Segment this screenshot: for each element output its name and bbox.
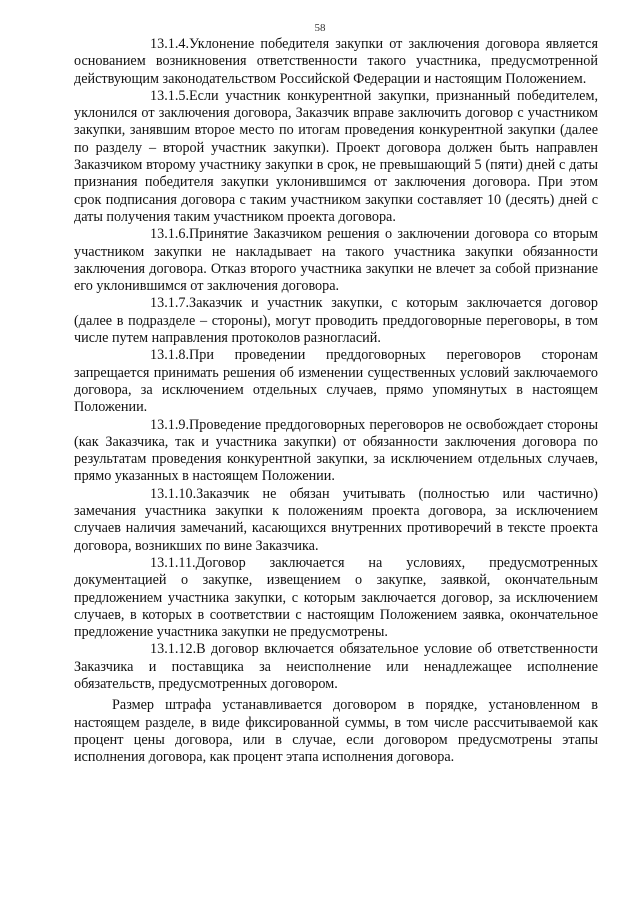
clause-number: 13.1.11. [150, 554, 196, 571]
clause-13-1-6 [74, 226, 598, 295]
clause-text: Заказчик не обязан учитывать (полностью или частично) замечания участника закупки к положениям проекта договора, за исключением случаев наличия замечаний, касающихся внутренних противоречий в тексте проекта договора, возникших по вине Заказчика. [74, 485, 598, 554]
clause-number: 13.1.4. [150, 36, 190, 52]
clause-number: 13.1.7. [150, 295, 190, 312]
clause-text: Заказчик и участник закупки, с которым заключается договор (далее в подразделе – стороны), могут проводить преддоговорные переговоры, в том числе путем направления протоколов разногласий. [74, 295, 598, 347]
clause-text: Уклонение победителя закупки от заключения договора является основанием возникновения ответственности такого участника, предусмотренной действующим законодательством Российской Федерации и настоящим Положением. [74, 36, 598, 87]
clause-text: Принятие Заказчиком решения о заключении договора со вторым участником закупки не накладывает на такого участника закупки обязанности заключения договора. Отказ второго участника закупки не влечет за собой признание его уклонившимся от заключения договора. [74, 226, 598, 295]
clause-number: 13.1.5. [150, 87, 190, 104]
clause-13-1-8 [74, 347, 598, 416]
clause-13-1-5 [74, 88, 598, 226]
clause-13-1-10 [74, 486, 598, 555]
clause-number: 13.1.6. [150, 226, 190, 243]
clause-text: Если участник конкурентной закупки, признанный победителем, уклонился от заключения договора, Заказчик вправе заключить договор с участником закупки, занявшим второе место по итогам проведения конкурентной закупки (далее по разделу – второй участник закупки). Проект договора должен быть направлен Заказчиком второму участнику закупки в срок, не превышающий 5 (пяти) дней с даты признания победителя закупки уклонившимся от заключения договора. При этом срок подписания договора с таким участником закупки составляет 10 (десять) дней с даты получения таким участником проекта договора. [74, 87, 598, 225]
document-body [74, 36, 598, 766]
clause-text: В договор включается обязательное условие об ответственности Заказчика и поставщика за неисполнение или ненадлежащее исполнение обязательств, предусмотренных договором. [74, 641, 598, 692]
clause-number: 13.1.10. [150, 485, 197, 502]
clause-text: При проведении преддоговорных переговоров сторонам запрещается принимать решения об изменении существенных условий заключаемого договора, за исключением отдельных случаев, прямо упомянутых в настоящем Положении. [74, 347, 598, 416]
clause-number: 13.1.12. [150, 641, 197, 658]
clause-number: 13.1.8. [150, 347, 190, 364]
clause-13-1-12 [74, 641, 598, 693]
clause-13-1-11 [74, 555, 598, 641]
clause-text: Проведение преддоговорных переговоров не освобождает стороны (как Заказчика, так и участника закупки) от обязанности заключения договора по результатам проведения конкурентной закупки, за исключением отдельных случаев, прямо указанных в настоящем Положении. [74, 416, 598, 485]
clause-13-1-9 [74, 417, 598, 486]
clause-13-1-7 [74, 295, 598, 347]
page-number: 58 [314, 22, 326, 34]
clause-text: Договор заключается на условиях, предусмотренных документацией о закупке, извещением о закупке, заявкой, окончательным предложением участника закупки, с которым заключается договор, за исключением случаев, в которых в соответствии с настоящим Положением заявка, окончательное предложение участника закупки не предусмотрены. [74, 554, 598, 641]
closing-paragraph: Размер штрафа устанавливается договором в порядке, установленном в настоящем разделе, в виде фиксированной суммы, в том числе рассчитываемой как процент цены договора, или в случае, если договором предусмотрены этапы исполнения договора, как процент этапа исполнения договора. [74, 697, 598, 766]
clause-13-1-4 [74, 36, 598, 88]
clause-number: 13.1.9. [150, 416, 190, 433]
